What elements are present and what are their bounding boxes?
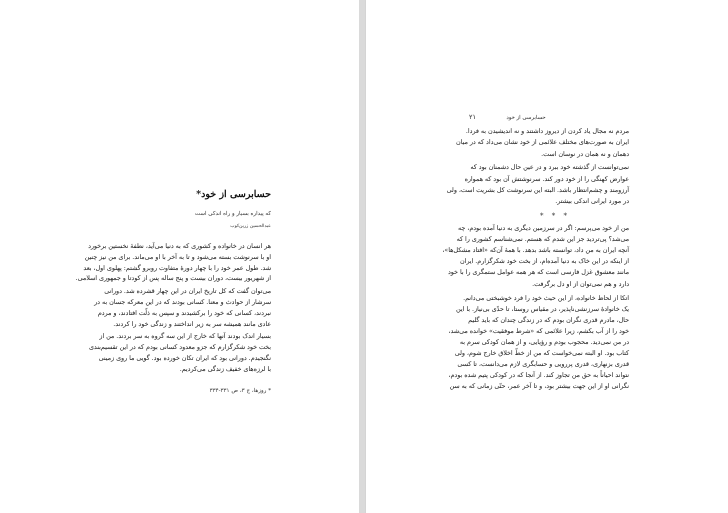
text-line: می‌توان گفت که کل تاریخ ایران در این چهار قشرده شد. دورانی: [104, 288, 271, 296]
text-line: شد. طول عمر خود را با چهار دورهٔ متفاوت روبرو گشتم: پهلوی اول، بعد: [83, 264, 271, 272]
text-line: مانند معشوق غزل فارسی است که هر همه عوامل ستمگری را با خود: [448, 269, 629, 277]
chapter-author: عبدالحسین زرین‌کوب: [230, 224, 271, 229]
text-line: من از خود می‌پرسم: اگر در سرزمین دیگری به دنیا آمده بودم، چه: [458, 225, 629, 232]
chapter-subtitle: که پیداره بسیار و راه اندکی است: [194, 211, 271, 217]
chapter-title: حسابرسی از خود*: [196, 189, 271, 200]
text-line: دهمان و نه همان در نوسان است.: [541, 150, 629, 158]
text-line: نبردند، کسانی که خود را برکشیدند و سپس به ذلّت افتادند، و مردم: [97, 309, 271, 317]
text-line: بخت خود شکرگزارم که جزو معدود کسانی بودم که در این تقسیم‌بندی: [89, 344, 271, 352]
text-line: مردم نه مجال یاد کردن از دیروز داشتند و نه اندیشیدن به فردا.: [465, 128, 629, 135]
footnote: * روزها، ج ۳، ص ۳۳۱-۳۳۴: [209, 388, 271, 394]
left-page: [0, 0, 359, 513]
text-line: آرزومند و چشم‌انتظار باشد. البته این سرنوشت کل بشریت است، ولی: [446, 187, 629, 194]
text-line: در من نمی‌دید. محجوب بودم و رؤیایی، و از همان کودکی سرم به: [459, 339, 629, 346]
right-page: [366, 0, 728, 513]
text-line: نمی‌توانست از گذشته خود ببرد و در عین حال دشمنان بود که: [470, 164, 629, 172]
text-line: از اینکه در این خاک به دنیا آمده‌ام، از بخت خود شکرگزارم. ایران: [459, 258, 629, 266]
text-line: بسیار اندک بودند آنها که خارج از این سه گروه به سر بردند. من از: [99, 333, 271, 341]
text-line: خود را از آب بکشم، زیرا علائمی که «شرط موفقیت» خوانده می‌شد،: [448, 327, 629, 335]
text-line: کتاب بود. او البته نمی‌خواست که من از خطّ اخلاق خارج شوم، ولی: [454, 350, 629, 358]
text-line: آنچه ایران به من داد، توانسته باشد بدهد. با همهٔ آن‌که «افتاد مشکل‌ها»،: [442, 247, 629, 255]
section-separator: * * *: [540, 212, 570, 220]
text-line: قدری بزنهاری، قدری پررویی و حسابگری لازم می‌دانست، تا کسی: [457, 361, 629, 369]
text-line: دارد و هم نمی‌توان از او دل برگرفت.: [532, 280, 629, 288]
text-line: در مورد ایرانی اندکی بیشتر.: [555, 198, 629, 206]
text-line: با لرزه‌های خفیف زندگی می‌کردیم.: [179, 365, 271, 373]
running-header: حسابرسی از خود: [506, 115, 546, 121]
text-line: نگرانی او از این جهت بیشتر بود، و تا آخر عمر، حتّی زمانی که به سن: [449, 383, 629, 391]
text-line: عادی مانند همیشه سر به زیر انداختند و زندگی خود را کردند.: [113, 320, 271, 328]
text-line: سرشار از حوادث و معنا. کسانی بودند که در این معرکه جسان به در: [94, 299, 271, 306]
text-line: می‌شد؟ پی‌تردید جز این شدم که هستم. نمی‌شناسم کشوری را که: [456, 236, 629, 244]
text-line: عوارض کهنگی را از خود دور کند. سرنوشتش آن بود که همواره: [464, 175, 629, 183]
text-line: نگنجیدم. دورانی بود که ایران تکان خورده بود. گویی ما روی زمینی: [98, 355, 271, 362]
text-line: اتکا از لحاظ خانواده، از این حیث خود را فرد خوشبختی می‌دانم.: [463, 294, 629, 302]
text-line: نتواند احیاناً به حق من تجاوز کند. از آنجا که در کودکی پتیم شده بودم،: [448, 372, 629, 380]
text-line: ایران به صورت‌های مختلف علائمی از خود نشان می‌داد که در میان: [456, 139, 629, 147]
text-line: یک خانوادهٔ سرزنشی‌ناپذیر، در مقیاس روستا، تا حدّی بی‌نیاز. با این: [456, 305, 629, 313]
text-line: از شهریور بیست، دوران بیست و پنج ساله پس از کودتا و جمهوری اسلامی.: [75, 275, 271, 283]
text-line: حال، مادرم قدری نگران بودم که در زندگی چندان که باید گلیم: [468, 316, 629, 324]
page-number: ۲۱: [469, 113, 476, 121]
text-line: هر انسان در خانواده و کشوری که به دنیا می‌آید، نطفهٔ نخستین برخورد: [88, 243, 271, 250]
page-gutter: [359, 0, 366, 513]
text-line: او با سرنوشت بسته می‌شود و تا به آخر با او می‌ماند. برای من نیز چنین: [84, 253, 271, 261]
